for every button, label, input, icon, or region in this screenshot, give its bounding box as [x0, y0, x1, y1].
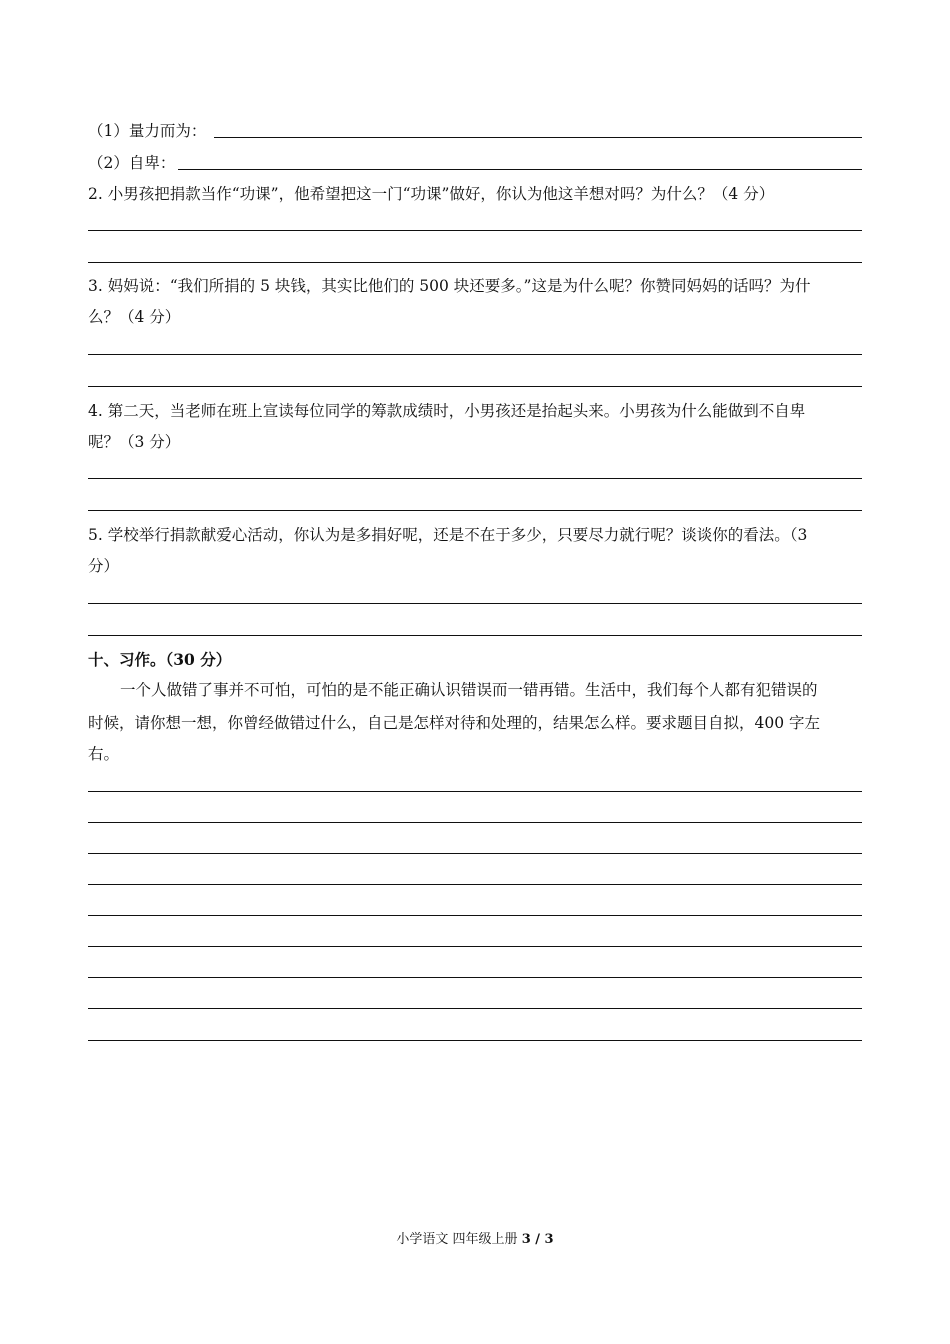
- q1-sub2-label: （2）自卑：: [88, 154, 176, 172]
- section10-prompt-line3: 右。: [88, 745, 120, 763]
- q1-sub1-label: （1）量力而为：: [88, 122, 207, 140]
- q4-text-line2: 呢？（3 分）: [88, 433, 181, 451]
- composition-writing-line[interactable]: [88, 822, 862, 823]
- q2-answer-line[interactable]: [88, 230, 862, 231]
- section10-prompt-line1: 一个人做错了事并不可怕，可怕的是不能正确认识错误而一错再错。生活中，我们每个人都有犯错误的: [120, 681, 818, 699]
- q3-answer-line[interactable]: [88, 386, 862, 387]
- q3-text-line2: 么？（4 分）: [88, 308, 181, 326]
- composition-writing-line[interactable]: [88, 1008, 862, 1009]
- q1-sub2-answer-line[interactable]: [178, 169, 862, 170]
- section10-prompt-line2: 时候，请你想一想，你曾经做错过什么，自己是怎样对待和处理的，结果怎么样。要求题目自拟，400 字左: [88, 714, 821, 732]
- q4-answer-line[interactable]: [88, 478, 862, 479]
- composition-writing-line[interactable]: [88, 915, 862, 916]
- q5-answer-line[interactable]: [88, 603, 862, 604]
- composition-writing-line[interactable]: [88, 977, 862, 978]
- q2-text: 2. 小男孩把捐款当作“功课”，他希望把这一门“功课”做好，你认为他这羊想对吗？为什么？（4 分）: [88, 185, 775, 203]
- composition-writing-line[interactable]: [88, 791, 862, 792]
- q5-text-line2: 分）: [88, 557, 120, 575]
- q1-sub1-answer-line[interactable]: [214, 137, 862, 138]
- composition-writing-line[interactable]: [88, 1040, 862, 1041]
- composition-writing-line[interactable]: [88, 884, 862, 885]
- q5-text-line1: 5. 学校举行捐款献爱心活动，你认为是多捐好呢，还是不在于多少，只要尽力就行呢？谈谈你的看法。（3: [88, 526, 808, 544]
- q4-answer-line[interactable]: [88, 510, 862, 511]
- footer-subject: 小学语文 四年级上册: [396, 1232, 518, 1247]
- q3-text-line1: 3. 妈妈说：“我们所捐的 5 块钱，其实比他们的 500 块还要多。”这是为什么呢？你赞同妈妈的话吗？为什: [88, 277, 811, 295]
- composition-writing-line[interactable]: [88, 946, 862, 947]
- section10-heading: 十、习作。（30 分）: [88, 650, 232, 669]
- q4-text-line1: 4. 第二天，当老师在班上宣读每位同学的筹款成绩时，小男孩还是抬起头来。小男孩为什么能做到不自卑: [88, 402, 806, 420]
- footer-page-number: 3 / 3: [521, 1232, 554, 1247]
- page-footer: [0, 1228, 950, 1247]
- composition-writing-line[interactable]: [88, 853, 862, 854]
- q3-answer-line[interactable]: [88, 354, 862, 355]
- q2-answer-line[interactable]: [88, 262, 862, 263]
- q5-answer-line[interactable]: [88, 635, 862, 636]
